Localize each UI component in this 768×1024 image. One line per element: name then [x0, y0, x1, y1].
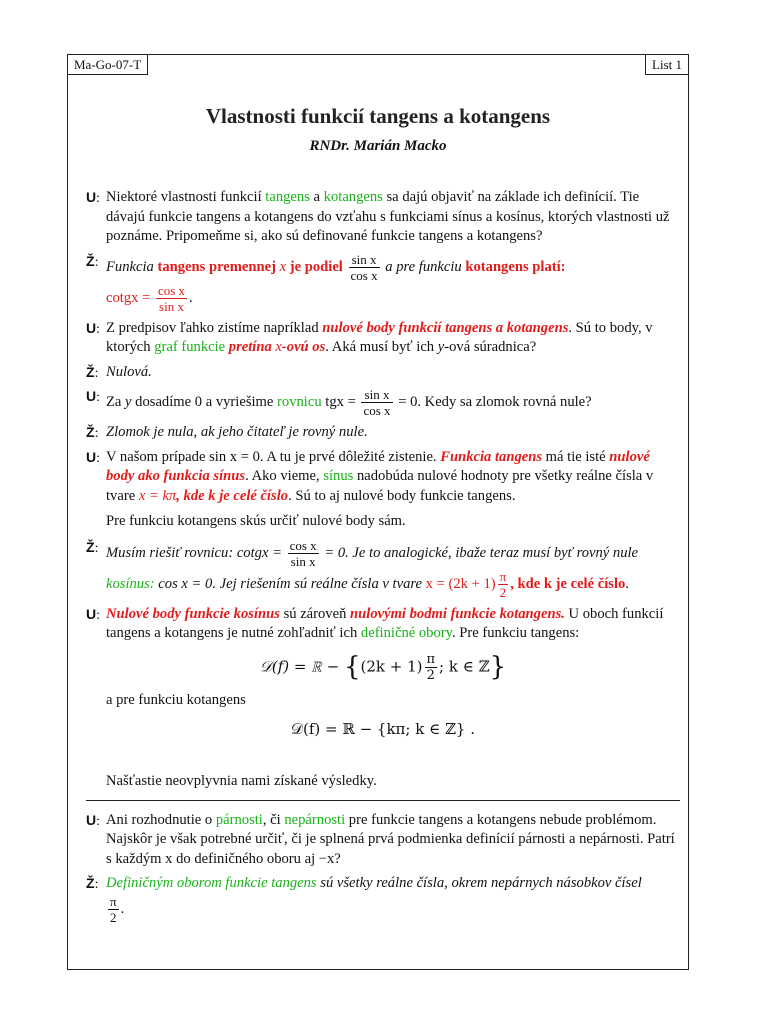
teacher-tag: U:: [86, 189, 101, 206]
text: a pre funkciu: [381, 258, 466, 275]
highlight: kotangens platí:: [465, 258, 566, 275]
text: Funkcia: [106, 258, 158, 275]
student-tag: Ž:: [86, 252, 99, 270]
student-paragraph-4: Ž: Musím riešiť rovnicu: cotgx = $\frac{\text{cos x}}{\text{sin x}}$ = 0. Je to analogické, ibaže teraz musí byť rovný nule kosínus: cos x = 0. Jej riešením sú reálne čísla v tvare x = (2k + 1) $\frac{\pi}{2}$ , kde k je celé číslo.: [86, 537, 639, 600]
document-author: RNDr. Marián Macko: [309, 138, 447, 154]
text: Nulová.: [106, 363, 152, 380]
highlight: Funkcia tangens: [440, 448, 543, 465]
link-sinus[interactable]: sínus: [323, 468, 354, 484]
link-definicny-obor-tangens[interactable]: Definičným oborom funkcie tangens: [106, 875, 317, 891]
teacher-tag: U:: [86, 319, 101, 337]
text: a: [309, 189, 324, 205]
student-paragraph-5: Ž: Definičným oborom funkcie tangens sú všetky reálne čísla, okrem nepárnych násobkov čísel $\frac{\pi}{2}$ .: [86, 875, 642, 925]
student-tag: Ž:: [86, 363, 99, 381]
document-code: Ma-Go-07-T: [68, 55, 148, 75]
conclusion: Našťastie neovplyvnia nami získané výsledky.: [106, 773, 377, 789]
divider: [86, 800, 680, 801]
link-definicne-obory[interactable]: definičné obory: [360, 625, 452, 641]
link-neparnosti[interactable]: nepárnosti: [284, 811, 346, 828]
text: . Sú to body, v ktorých: [106, 319, 653, 355]
student-tag: Ž:: [86, 424, 99, 441]
teacher-paragraph-3: U: Za y dosadíme 0 a vyriešime rovnicu tgx = $\frac{\text{sin x}}{\text{cos x}}$ = 0. Kedy sa zlomok rovná nule?: [86, 387, 592, 418]
fraction-pi-2: $\frac{\pi}{2}$: [499, 568, 507, 600]
teacher-paragraph-6: U: Ani rozhodnutie o párnosti, či nepárnosti pre funkcie tangens a kotangens nebude problémom. Najskôr je však potrebné určiť, či je splnená prvá podmienka definícií párnosti a nepárnosti. Patrí s každým x do definičného oboru aj −x?: [86, 811, 675, 867]
teacher-paragraph-4: U: V našom prípade sin x = 0. A tu je prvé dôležité zistenie. Funkcia tangens má tie isté nulové body ako funkcia sínus. Ako vieme, sínus nadobúda nulové hodnoty pre všetky reálne čísla v tvare x = kπ, kde k je celé číslo. Sú to aj nulové body funkcie tangens.: [86, 448, 654, 504]
text: Niektoré vlastnosti funkcií: [106, 189, 266, 205]
link-kosinus[interactable]: kosínus:: [106, 575, 155, 592]
cotg-formula: cotgx =: [106, 289, 154, 306]
teacher-paragraph-1: [86, 188, 680, 247]
fraction-cos-sin: $\frac{\text{cos x}}{\text{sin x}}$: [157, 282, 186, 314]
teacher-tag: U:: [86, 388, 101, 405]
student-paragraph-2: [86, 363, 680, 383]
link-kotangens[interactable]: kotangens: [323, 189, 383, 205]
page-frame: [67, 54, 689, 970]
fraction-sin-cos: $\frac{\text{sin x}}{\text{cos x}}$: [363, 387, 391, 418]
highlight: nulové body ako funkcia sínus: [106, 448, 650, 484]
text: Z predpisov ľahko zistíme napríklad: [106, 319, 323, 336]
teacher-followup: Pre funkciu kotangens skús určiť nulové body sám.: [106, 513, 406, 529]
dialogue-content: [86, 188, 680, 930]
link-rovnicu[interactable]: rovnicu: [277, 393, 322, 410]
highlight: Nulové body funkcie kosínus: [106, 605, 280, 622]
sheet-number: List 1: [645, 55, 688, 75]
student-tag: Ž:: [86, 538, 99, 556]
teacher-tag: U:: [86, 448, 101, 466]
teacher-tag: U:: [86, 605, 101, 623]
domain-kotangens-equation: 𝒟(f) = ℝ − {kπ; k ∈ ℤ} .: [291, 720, 475, 738]
text: sa dajú objaviť na základe ich definícií. Tie dávajú funkcie tangens a kotangens do vzťahu s funkciami sínus a kosínus, ktorých vlastnosti už poznáme. Pripomeňme si, ako sú definované funkcie tangens a kotangens?: [106, 189, 670, 244]
math-var: x: [279, 258, 287, 275]
fraction-sin-cos: $\frac{\text{sin x}}{\text{cos x}}$: [350, 251, 378, 283]
fraction-pi-2: $\frac{\pi}{2}$: [110, 893, 117, 925]
highlight: tangens premennej: [157, 258, 280, 275]
link-tangens[interactable]: tangens: [265, 189, 310, 205]
student-paragraph-3: Ž: Zlomok je nula, ak jeho čitateľ je rovný nule.: [86, 423, 680, 443]
highlight: nulové body funkcií tangens a kotangens: [322, 319, 569, 336]
header-row: [68, 55, 688, 75]
fraction-cos-sin: $\frac{\text{cos x}}{\text{sin x}}$: [289, 537, 317, 569]
link-parnosti[interactable]: párnosti: [215, 811, 263, 828]
document-title: Vlastnosti funkcií tangens a kotangens: [205, 104, 551, 128]
link-graf-funkcie[interactable]: graf funkcie: [154, 339, 226, 355]
student-tag: Ž:: [86, 875, 99, 892]
student-paragraph-1: Ž: Funkcia tangens premennej x je podiel $\frac{\text{sin x}}{\text{cos x}}$ a pre funkciu kotangens platí: cotgx = $\frac{\text{cos x}}{\text{sin x}}$ .: [86, 251, 566, 314]
highlight: je podiel: [286, 258, 347, 275]
kotangens-intro: a pre funkciu kotangens: [106, 691, 246, 708]
teacher-tag: U:: [86, 811, 101, 829]
fraction-pi-2: $\frac{\pi}{2}$: [426, 651, 436, 683]
highlight: nulovými bodmi funkcie kotangens.: [350, 605, 565, 622]
teacher-paragraph-5: U: Nulové body funkcie kosínus sú zároveň nulovými bodmi funkcie kotangens. U oboch funkcií tangens a kotangens je nutné zohľadniť ich definičné obory. Pre funkciu tangens:: [86, 605, 664, 641]
highlight: pretína: [228, 339, 276, 355]
teacher-paragraph-2: U: Z predpisov ľahko zistíme napríklad nulové body funkcií tangens a kotangens. Sú to body, v ktorých graf funkcie pretína x-ovú os. Aká musí byť ich y-ová súradnica?: [86, 319, 653, 355]
domain-tangens-equation: 𝒟(f) = ℝ − {(2k + 1) $\frac{\pi}{2}$ ; k ∈ ℤ}: [259, 651, 507, 683]
